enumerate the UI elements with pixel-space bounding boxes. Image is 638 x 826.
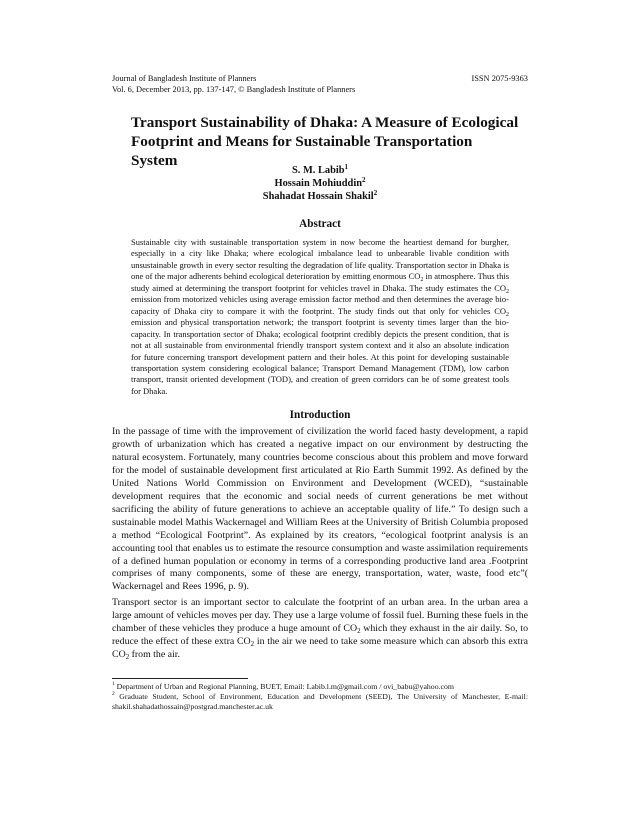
- footnote: $^2$ Graduate Student, School of Environment, Education and Development (SEED), The University of Manchester, E-mail: shakil.shahadathossain@postgrad.manchester.ac.uk: [112, 691, 528, 712]
- footnotes: [112, 682, 528, 713]
- footnote-divider: [112, 678, 248, 679]
- paper-title: Transport Sustainability of Dhaka: A Measure of Ecological Footprint and Means for Sustainable Transportation System: [131, 114, 519, 169]
- paragraph: In the passage of time with the improvement of civilization the world faced hasty development, a rapid growth of urbanization which has created a negative impact on our environment by destructing the natural ecosystem. Fortunately, many countries become conscious about this problem and move forward for the model of sustainable development first articulated at Rio Earth Summit 1992. As defined by the United Nations World Commission on Environment and Development (WCED), “sustainable development requires that the economic and social needs of current generations be met without sacrificing the ability of future generations to achieve an acceptable quality of life.” To design such a sustainable model Mathis Wackernagel and William Rees at the University of British Columbia proposed a method “Ecological Footprint”. As explained by its creators, “ecological footprint analysis is an accounting tool that enables us to estimate the resource consumption and waste assimilation requirements of a defined human population or economy in terms of a corresponding productive land area .Footprint comprises of many components, some of these are energy, transportation, water, waste, food etc”( Wackernagel and Rees 1996, p. 9).: [112, 426, 528, 593]
- author-list: [112, 164, 528, 203]
- author: Hossain Mohiuddin$^2$: [274, 176, 366, 189]
- introduction-body: [112, 426, 528, 665]
- footnote: $^1$ Department of Urban and Regional Planning, BUET, Email: Labib.l.m@gmail.com / ovi_babu@yahoo.com: [112, 681, 454, 691]
- journal-header: [112, 73, 528, 95]
- author: Shahadat Hossain Shakil$^2$: [262, 189, 378, 202]
- abstract-heading: Abstract: [299, 218, 341, 230]
- introduction-heading: Introduction: [289, 409, 351, 421]
- journal-name: Journal of Bangladesh Institute of Planners: [112, 74, 257, 83]
- paragraph: Transport sector is an important sector to calculate the footprint of an urban area. In the urban area a large amount of vehicles moves per day. They use a large volume of fossil fuel. Burning these fuels in the chamber of these vehicles they produce a huge amount of $CO_2$ which they exhaust in the air daily. So, to reduce the effect of these extra $CO_2$ in the air we need to take some measure which can absorb this extra $CO_2$ from the air.: [112, 597, 529, 662]
- issn: ISSN 2075-9363: [471, 74, 528, 83]
- volume-info: Vol. 6, December 2013, pp. 137-147, © Bangladesh Institute of Planners: [112, 85, 356, 94]
- abstract-text: Sustainable city with sustainable transportation system in now become the heartiest demand for burgher, especially in a city like Dhaka; where ecological imbalance lead to unbearable livable condition with unsustainable growth in every sector resulting the degradation of life quality. Transportation sector in Dhaka is one of the major adherents behind ecological deterioration by emitting enormous $CO_2$ in atmosphere. Thus this study aimed at determining the transport footprint for vehicles travel in Dhaka. The study estimates the $CO_2$ emission from motorized vehicles using average emission factor method and then determines the average bio-capacity of Dhaka city to compare it with the footprint. The study finds out that only for vehicles $CO_2$ emission and physical transportation network; the transport footprint is seventy times larger than the bio-capacity. In transportation sector of Dhaka; ecological footprint credibly depicts the present condition, that is not at all sustainable from environmental friendly transport system context and it also an absolute indication for future concerning transport development pattern and their holes. At this point for developing sustainable transportation system considering ecological balance; Transport Demand Management (TDM), low carbon transport, transit oriented development (TOD), and creation of green corridors can be of some greatest tools for Dhaka.: [131, 237, 510, 396]
- author: S. M. Labib$^1$: [291, 163, 349, 176]
